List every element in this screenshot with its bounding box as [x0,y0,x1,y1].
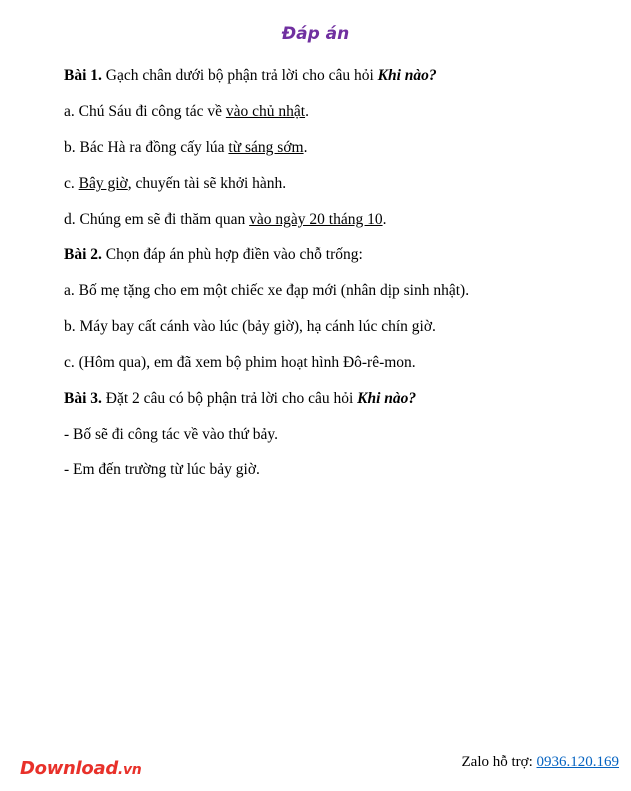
exercise-1-item-b [64,138,307,158]
exercise-2-item-a: a. Bố mẹ tặng cho em một chiếc xe đạp mới (nhân dịp sinh nhật). [64,282,470,299]
underlined-answer: từ sáng sớm [228,139,304,156]
item-text: c. [64,175,79,192]
page-title: Đáp án [281,24,350,44]
exercise-2-item-c: c. (Hôm qua), em đã xem bộ phim hoạt hình Đô-rê-mon. [64,354,416,371]
underlined-answer: vào ngày 20 tháng 10 [249,211,383,228]
exercise-3-item-1: - Bố sẽ đi công tác về vào thứ bảy. [64,426,279,443]
item-text: , chuyến tài sẽ khởi hành. [127,175,287,192]
exercise-2-item-b: b. Máy bay cất cánh vào lúc (bảy giờ), hạ cánh lúc chín giờ. [64,318,436,335]
item-text: b. Bác Hà ra đồng cấy lúa [64,139,229,156]
exercise-3-question: Khi nào? [357,390,417,407]
exercise-3-item-2: - Em đến trường từ lúc bảy giờ. [64,461,260,478]
exercise-1-item-c [64,174,286,194]
item-text: . [382,211,387,228]
exercise-1-question: Khi nào? [377,67,437,84]
exercise-1-prompt: Gạch chân dưới bộ phận trả lời cho câu hỏi [101,67,378,84]
exercise-3-label: Bài 3. [64,390,102,407]
exercise-1-label: Bài 1. [64,67,102,84]
underlined-answer: vào chủ nhật [225,103,306,120]
exercise-1-item-d [64,210,386,230]
exercise-2-heading [64,245,363,265]
support-contact [462,754,620,771]
item-text: . [303,139,308,156]
exercise-2-label: Bài 2. [64,246,102,263]
item-text: a. Chú Sáu đi công tác về [64,103,226,120]
item-text: d. Chúng em sẽ đi thăm quan [64,211,250,228]
exercise-3-heading [64,389,416,409]
support-label: Zalo hỗ trợ: [461,754,537,770]
logo-main-text: Download [20,758,118,779]
exercise-1-heading [64,66,437,86]
exercise-1-item-a [64,102,309,122]
logo-tld-text: .vn [117,762,142,778]
underlined-answer: Bây giờ [78,175,128,192]
support-phone-link[interactable]: 0936.120.169 [536,754,619,770]
download-logo[interactable] [20,758,141,779]
exercise-2-prompt: Chọn đáp án phù hợp điền vào chỗ trống: [101,246,363,263]
exercise-3-prompt: Đặt 2 câu có bộ phận trả lời cho câu hỏi [101,390,358,407]
item-text: . [305,103,309,120]
